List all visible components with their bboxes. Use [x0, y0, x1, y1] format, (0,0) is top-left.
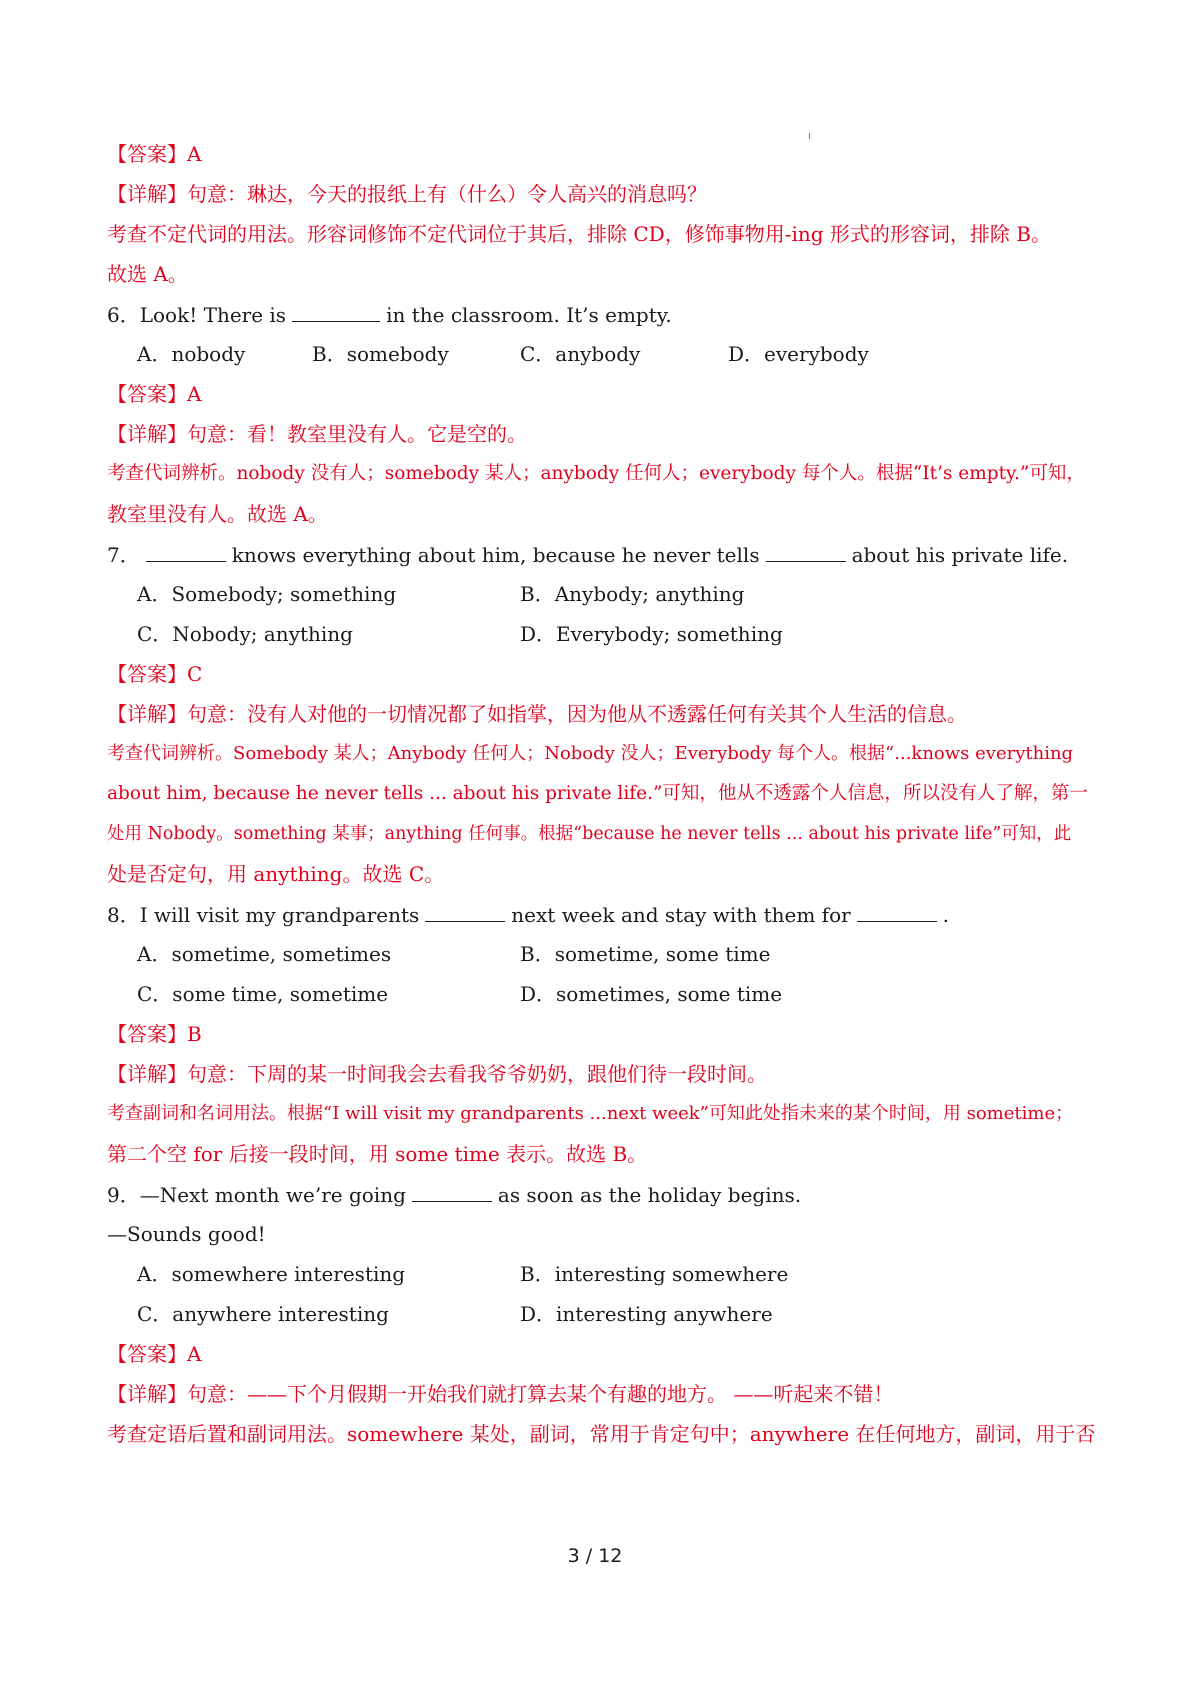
explanation-line: 【详解】句意：下周的某一时间我会去看我爷爷奶奶，跟他们待一段时间。 [107, 1062, 767, 1086]
question-text: 6．Look! There is [107, 303, 287, 327]
fill-blank [857, 893, 937, 922]
analysis-line: 教室里没有人。故选 A。 [107, 502, 328, 526]
question-text: knows everything about him, because he never tells [231, 543, 760, 567]
options-row [107, 973, 1097, 1015]
answer-line: 【答案】A [107, 142, 202, 166]
question-text: as soon as the holiday begins. [497, 1183, 802, 1207]
question-text: about his private life. [851, 543, 1069, 567]
analysis-line: 故选 A。 [107, 262, 188, 286]
question-text: 8．I will visit my grandparents [107, 903, 420, 927]
option-d: D．Everybody; something [520, 622, 783, 646]
page-number: 3 / 12 [567, 1545, 623, 1567]
fill-blank [766, 533, 846, 562]
dialogue-reply: —Sounds good! [107, 1222, 266, 1246]
option-d: D．everybody [728, 342, 869, 366]
answer-line: 【答案】C [107, 662, 203, 686]
analysis-line: 处用 Nobody。something 某事；anything 任何事。根据“because he never tells ... about his private life”可知，此 [107, 824, 1072, 844]
question-7 [107, 533, 1097, 575]
option-c: C．anybody [520, 342, 641, 366]
option-c: C．anywhere interesting [137, 1302, 389, 1326]
explanation-line: 【详解】句意：看！教室里没有人。它是空的。 [107, 422, 527, 446]
analysis-line: 考查代词辨析。nobody 没有人；somebody 某人；anybody 任何人；everybody 每个人。根据“It’s empty.”可知， [107, 463, 1085, 484]
option-a: A．nobody [137, 342, 246, 366]
analysis-line: 考查副词和名词用法。根据“I will visit my grandparents ...next week”可知此处指未来的某个时间，用 sometime； [107, 1103, 1074, 1124]
fill-blank [425, 893, 505, 922]
answer-line: 【答案】B [107, 1022, 202, 1046]
fill-blank [146, 533, 226, 562]
options-row [107, 573, 1097, 615]
answer-line: 【答案】A [107, 382, 202, 406]
question-9 [107, 1173, 1097, 1215]
option-b: B．Anybody; anything [520, 582, 745, 606]
analysis-line: 考查代词辨析。Somebody 某人；Anybody 任何人；Nobody 没人；Everybody 每个人。根据“...knows everything [107, 743, 1074, 764]
option-a: A．Somebody; something [137, 582, 397, 606]
options-row [107, 613, 1097, 655]
option-c: C．Nobody; anything [137, 622, 353, 646]
analysis-line: 考查不定代词的用法。形容词修饰不定代词位于其后，排除 CD，修饰事物用-ing 形式的形容词，排除 B。 [107, 222, 1051, 246]
question-6 [107, 293, 1097, 335]
options-row [107, 1293, 1097, 1335]
option-b: B．somebody [312, 342, 449, 366]
analysis-line: 处是否定句，用 anything。故选 C。 [107, 862, 445, 886]
question-text: . [942, 903, 950, 927]
question-8 [107, 893, 1097, 935]
explanation-line: 【详解】句意：——下个月假期一开始我们就打算去某个有趣的地方。 ——听起来不错！ [107, 1382, 894, 1406]
options-row [107, 1253, 1097, 1295]
fill-blank [292, 293, 380, 322]
option-b: B．sometime, some time [520, 942, 771, 966]
analysis-line: 第二个空 for 后接一段时间，用 some time 表示。故选 B。 [107, 1142, 648, 1166]
options-row [107, 333, 1097, 375]
explanation-line: 【详解】句意：琳达，今天的报纸上有（什么）令人高兴的消息吗？ [107, 182, 707, 206]
fill-blank [412, 1173, 492, 1202]
answer-line: 【答案】A [107, 1342, 202, 1366]
option-d: D．interesting anywhere [520, 1302, 773, 1326]
question-text: next week and stay with them for [511, 903, 851, 927]
analysis-line: 考查定语后置和副词用法。somewhere 某处，副词，常用于肯定句中；anywhere 在任何地方，副词，用于否 [107, 1422, 1096, 1446]
question-text: in the classroom. It’s empty. [386, 303, 672, 327]
option-a: A．sometime, sometimes [137, 942, 392, 966]
question-text: 7． [107, 543, 140, 567]
option-a: A．somewhere interesting [137, 1262, 406, 1286]
options-row [107, 933, 1097, 975]
explanation-line: 【详解】句意：没有人对他的一切情况都了如指掌，因为他从不透露任何有关其个人生活的信息。 [107, 702, 967, 726]
option-d: D．sometimes, some time [520, 982, 783, 1006]
analysis-line: about him, because he never tells ... about his private life.”可知，他从不透露个人信息，所以没有人了解，第一 [107, 783, 1088, 804]
option-b: B．interesting somewhere [520, 1262, 789, 1286]
option-c: C．some time, sometime [137, 982, 389, 1006]
question-text: 9．—Next month we’re going [107, 1183, 406, 1207]
